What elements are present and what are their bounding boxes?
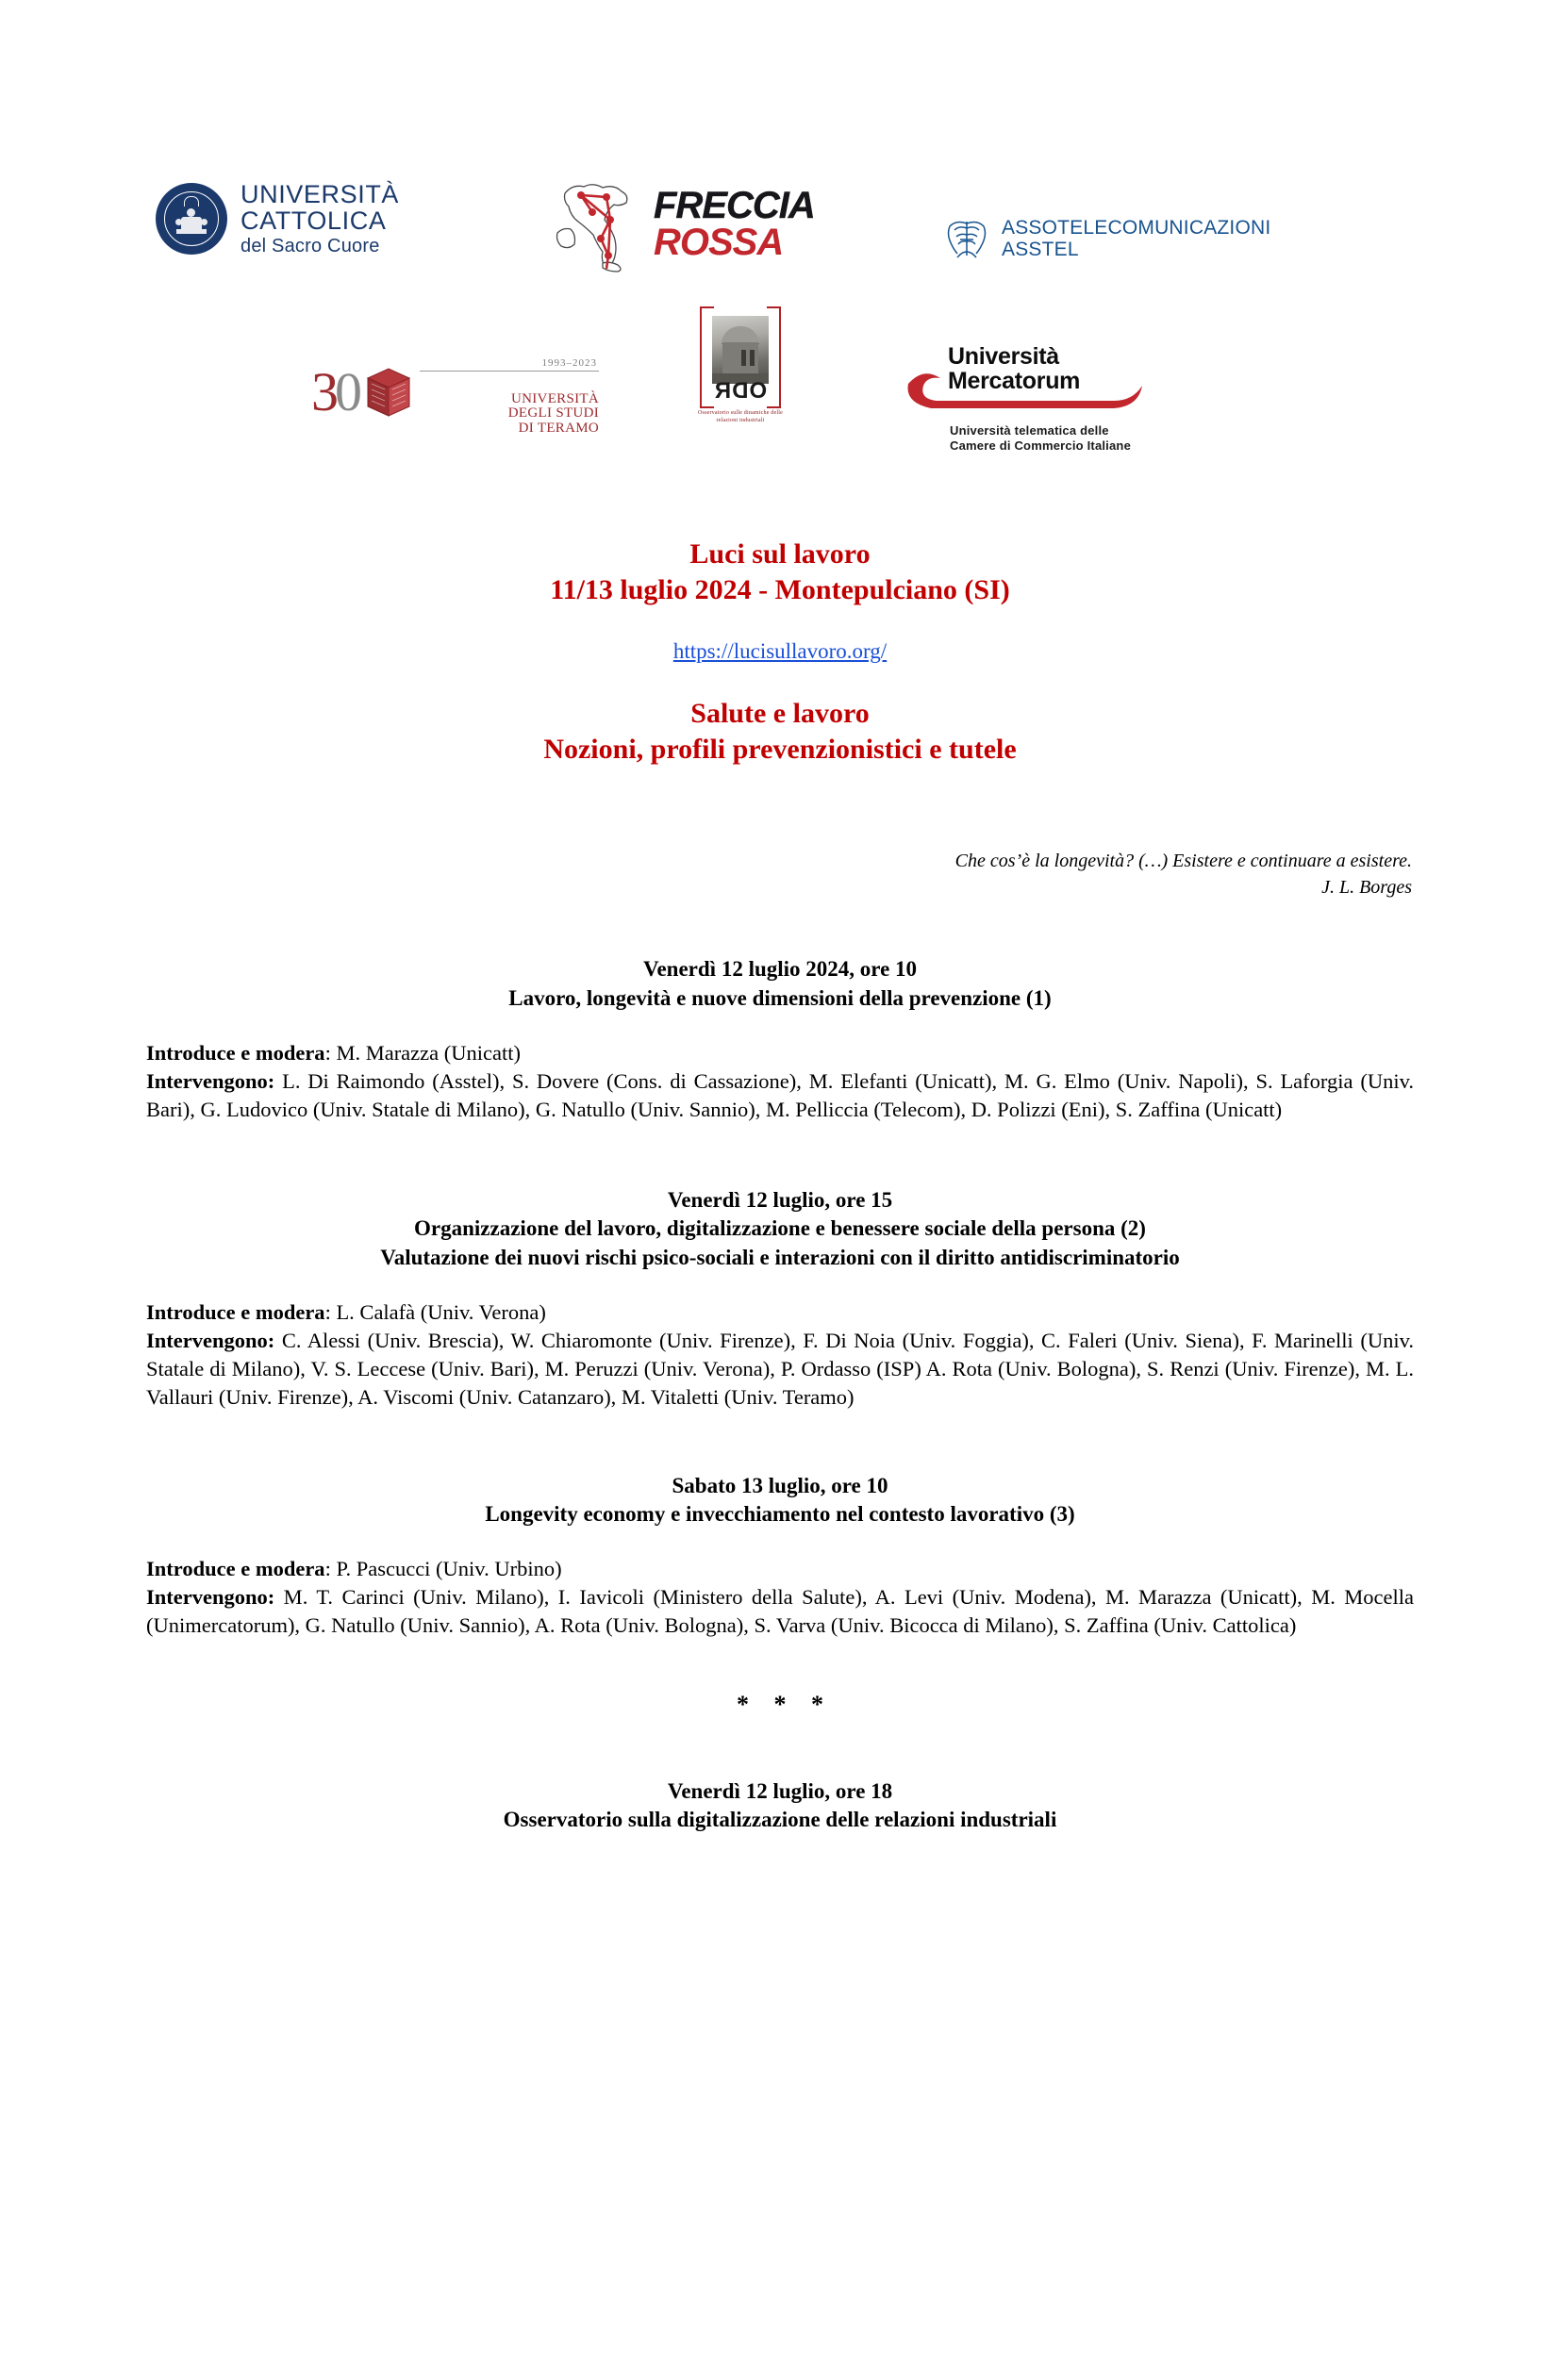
- session-2-heading: [146, 1186, 1414, 1272]
- event-website-link[interactable]: https://lucisullavoro.org/: [672, 638, 888, 663]
- freccia-word-1: FRECCIA: [654, 184, 815, 226]
- session-3-moderator-line: [146, 1555, 1414, 1583]
- mercatorum-wordmark: [948, 344, 1080, 393]
- event-theme-line-2: Nozioni, profili prevenzionistici e tutele: [543, 734, 1017, 766]
- logo-odr: [689, 306, 792, 424]
- teramo-name-line-3: DI TERAMO: [518, 420, 599, 436]
- mercatorum-sub-line-1: Università telematica delle: [950, 423, 1109, 438]
- session-2-title: Organizzazione del lavoro, digitalizzazione e benessere sociale della persona (2): [414, 1216, 1146, 1241]
- session-2-moderator-label: Introduce e modera: [146, 1299, 325, 1324]
- event-theme-block: [146, 696, 1414, 769]
- observatory-date: Venerdì 12 luglio, ore 18: [667, 1779, 893, 1804]
- session-3-moderator-value: : P. Pascucci (Univ. Urbino): [324, 1557, 562, 1581]
- cattolica-line-1: UNIVERSITÀ: [241, 180, 400, 208]
- session-2-date: Venerdì 12 luglio, ore 15: [667, 1187, 893, 1212]
- session-3-people: [146, 1555, 1414, 1640]
- session-2-moderator-value: : L. Calafà (Univ. Verona): [324, 1299, 546, 1324]
- logo-freccia-rossa: [552, 174, 815, 273]
- session-1-moderator-line: [146, 1039, 1414, 1067]
- session-2-speakers-value: C. Alessi (Univ. Brescia), W. Chiaromonte (Univ. Firenze), F. Di Noia (Univ. Foggia), C. Faleri (Univ. Siena), F. Marinelli (Univ. Statale di Milano), V. S. Leccese (Univ. Bari), M. Peruzzi (Univ. Verona), P. Ordasso (ISP) A. Rota (Univ. Bologna), S. Renzi (Univ. Firenze), M. L. Vallauri (Univ. Firenze), A. Viscomi (Univ. Catanzaro), M. Vitaletti (Univ. Teramo): [146, 1328, 1414, 1409]
- session-2-moderator-line: [146, 1298, 1414, 1327]
- odr-wordmark: ODR: [713, 378, 768, 404]
- epigraph-text: Che cos’è la longevità? (…) Esistere e continuare a esistere.: [954, 850, 1412, 871]
- teramo-cube-icon: [360, 363, 417, 421]
- odr-subtitle: Osservatorio sulle dinamiche delle relazioni industriali: [698, 410, 783, 423]
- session-3-title: Longevity economy e invecchiamento nel contesto lavorativo (3): [485, 1501, 1075, 1526]
- mercatorum-subtitle: [950, 423, 1131, 455]
- event-name: Luci sul lavoro: [689, 538, 871, 570]
- freccia-rossa-wordmark: [654, 184, 815, 263]
- mercatorum-sub-line-2: Camere di Commercio Italiane: [950, 438, 1131, 454]
- teramo-name: [420, 392, 599, 436]
- asstel-eagle-icon: [943, 218, 990, 261]
- teramo-name-line-1: UNIVERSITÀ: [511, 391, 599, 406]
- logo-universita-cattolica: [156, 182, 399, 256]
- session-1-moderator-value: : M. Marazza (Unicatt): [324, 1041, 521, 1066]
- cattolica-seal-icon: [156, 183, 227, 255]
- cattolica-line-3: del Sacro Cuore: [241, 236, 380, 256]
- event-dates-location: 11/13 luglio 2024 - Montepulciano (SI): [550, 574, 1010, 606]
- session-1-heading: [146, 955, 1414, 1013]
- session-1-people: [146, 1039, 1414, 1124]
- session-3-speakers-label: Intervengono:: [146, 1585, 275, 1610]
- session-1-speakers-label: Intervengono:: [146, 1068, 275, 1093]
- teramo-name-line-2: DEGLI STUDI: [507, 405, 599, 421]
- teramo-years: 1993–2023: [420, 357, 599, 372]
- event-title-block: [146, 537, 1414, 609]
- session-1-moderator-label: Introduce e modera: [146, 1041, 325, 1066]
- logo-asstel: [943, 218, 1270, 261]
- session-3-date: Sabato 13 luglio, ore 10: [672, 1473, 888, 1497]
- session-2-people: [146, 1298, 1414, 1412]
- epigraph: [146, 848, 1414, 901]
- session-1-date: Venerdì 12 luglio 2024, ore 10: [642, 957, 918, 982]
- cattolica-wordmark: [241, 182, 399, 256]
- event-theme-line-1: Salute e lavoro: [690, 697, 870, 729]
- freccia-word-2: ROSSA: [654, 221, 784, 263]
- session-3-heading: [146, 1472, 1414, 1529]
- section-separator: * * *: [737, 1691, 833, 1719]
- observatory-title: Osservatorio sulla digitalizzazione delle relazioni industriali: [503, 1808, 1057, 1832]
- italy-map-icon: [552, 174, 652, 273]
- asstel-line-1: ASSOTELECOMUNICAZIONI: [1002, 217, 1271, 240]
- logo-row-bottom: [146, 333, 1414, 465]
- session-3-speakers-line: [146, 1583, 1414, 1640]
- logo-universita-teramo: [311, 350, 599, 436]
- mercatorum-line-1: Università: [948, 343, 1059, 370]
- session-3-speakers-value: M. T. Carinci (Univ. Milano), I. Iavicoli (Ministero della Salute), A. Levi (Univ. Modena), M. Marazza (Unicatt), M. Mocella (Unimercatorum), G. Natullo (Univ. Sannio), A. Rota (Univ. Bologna), S. Varva (Univ. Bicocca di Milano), S. Zaffina (Univ. Cattolica): [146, 1585, 1414, 1638]
- cattolica-line-2: CATTOLICA: [241, 207, 387, 235]
- session-2-speakers-line: [146, 1327, 1414, 1412]
- session-1: [146, 955, 1414, 1123]
- session-3: [146, 1472, 1414, 1640]
- logo-row-top: [146, 174, 1414, 316]
- session-1-speakers-value: L. Di Raimondo (Asstel), S. Dovere (Cons. di Cassazione), M. Elefanti (Unicatt), M. G. Elmo (Univ. Napoli), S. Laforgia (Univ. Bari), G. Ludovico (Univ. Statale di Milano), G. Natullo (Univ. Sannio), M. Pelliccia (Telecom), D. Polizzi (Eni), S. Zaffina (Unicatt): [146, 1068, 1414, 1121]
- logo-universita-mercatorum: [891, 342, 1146, 455]
- session-2-speakers-label: Intervengono:: [146, 1328, 275, 1352]
- session-2-subtitle: Valutazione dei nuovi rischi psico-sociali e interazioni con il diritto antidiscriminatorio: [380, 1245, 1180, 1269]
- session-1-speakers-line: [146, 1067, 1414, 1124]
- session-3-moderator-label: Introduce e modera: [146, 1557, 325, 1581]
- session-1-title: Lavoro, longevità e nuove dimensioni della prevenzione (1): [508, 985, 1052, 1010]
- teramo-anniversary-number: 30: [311, 361, 358, 423]
- document-page: [0, 174, 1560, 2380]
- asstel-wordmark: [1002, 218, 1270, 260]
- teramo-wordmark: [420, 350, 599, 436]
- odr-frame-icon: [700, 306, 781, 408]
- odr-building-photo: [712, 316, 769, 384]
- epigraph-author: J. L. Borges: [1321, 876, 1412, 898]
- asstel-line-2: ASSTEL: [1002, 239, 1079, 260]
- observatory-heading: [146, 1777, 1414, 1835]
- mercatorum-line-2: Mercatorum: [948, 368, 1081, 394]
- session-2: [146, 1186, 1414, 1412]
